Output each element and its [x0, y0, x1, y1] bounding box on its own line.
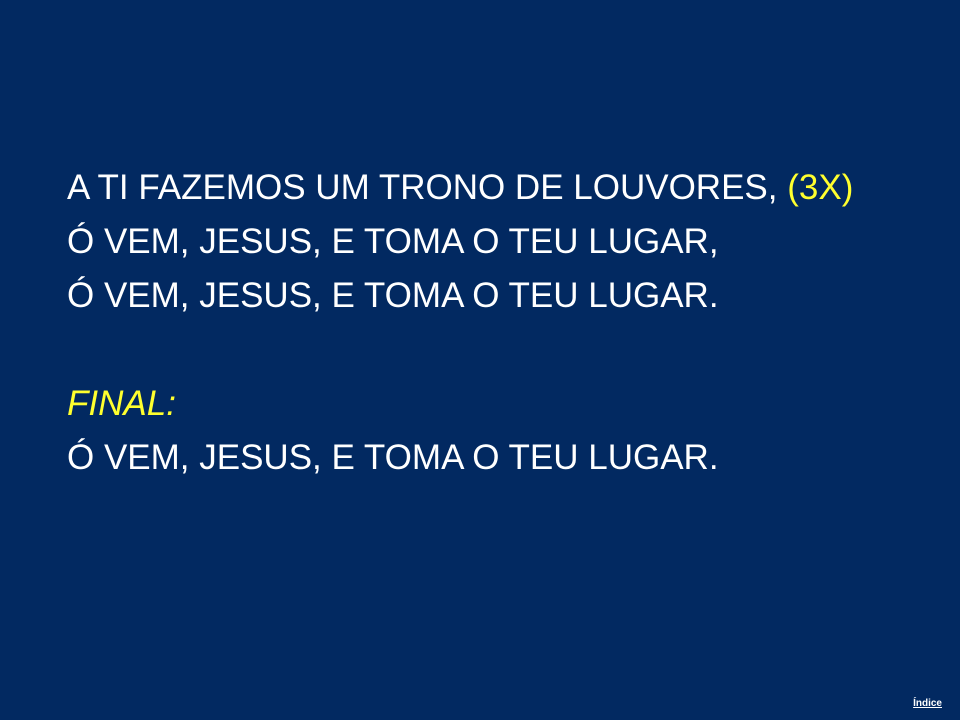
lyrics-block — [67, 161, 927, 485]
stanza-spacer — [67, 323, 927, 377]
lyric-line-1 — [67, 161, 927, 215]
final-label: FINAL: — [67, 384, 176, 423]
lyric-line-2: Ó VEM, JESUS, E TOMA O TEU LUGAR, — [67, 222, 719, 261]
final-lyric-line: Ó VEM, JESUS, E TOMA O TEU LUGAR. — [67, 438, 719, 477]
index-link[interactable]: Índice — [913, 698, 942, 709]
lyric-line-3: Ó VEM, JESUS, E TOMA O TEU LUGAR. — [67, 276, 719, 315]
lyric-line-1-text: A TI FAZEMOS UM TRONO DE LOUVORES, — [67, 168, 778, 207]
repeat-indicator: (3X) — [787, 168, 854, 207]
